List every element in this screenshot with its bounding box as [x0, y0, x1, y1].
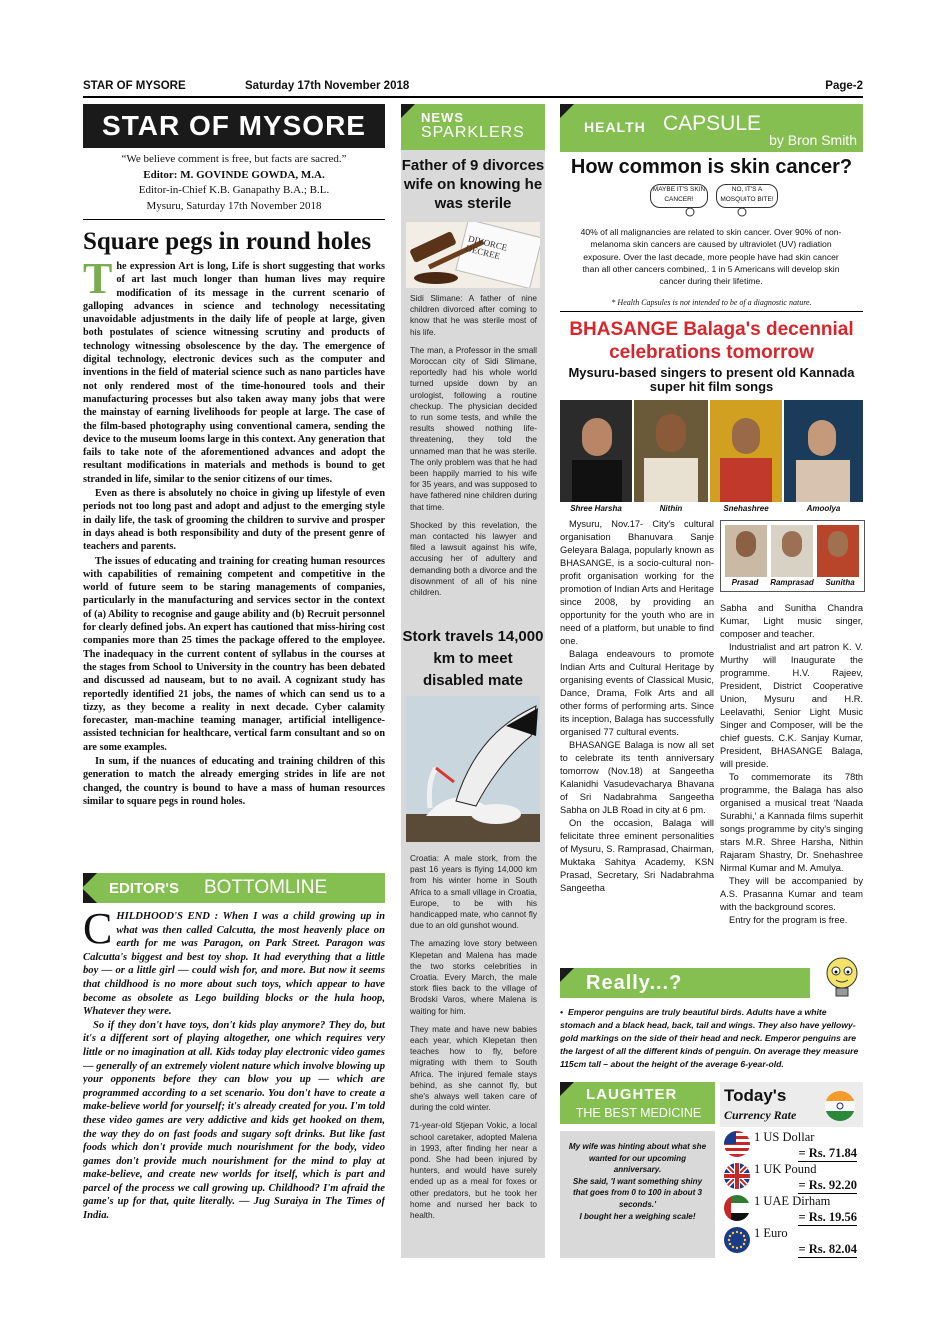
news-paragraph: The man, a Professor in the small Moroccan city of Sidi Slimane, reportedly had his whole world turned upside down by an urologist, following a routine checkup. The physician decided to run some tests, and while the results showed nothing life-threatening, they told the unnamed man that he was sterile. The only problem was that he had been happily married to his wife for 35 years, and was supposed to have fathered nine children during that time.: [410, 344, 537, 512]
page-header: [83, 80, 863, 98]
health-cartoon: [650, 184, 780, 218]
bhasange-paragraph: BHASANGE Balaga is now all set to celebrate its tenth anniversary tomorrow (Nov.18) at Sangeetha Kalanidhi Vasudevacharya Bhavana of Sri Nadabrahma Sangeetha Sabha on JLB Road in city at 6 pm.: [560, 740, 714, 815]
bhasange-body-col2: [720, 602, 863, 958]
laughter-banner: [560, 1082, 715, 1124]
bullet-icon: •: [560, 1007, 564, 1017]
uae-flag-icon: [723, 1194, 751, 1222]
header-page-number: Page-2: [825, 80, 863, 92]
caption-amoolya: Amoolya: [806, 504, 841, 513]
caption-nithin: Nithin: [659, 504, 683, 513]
news-story1-body: [410, 293, 537, 605]
currency-header: [720, 1082, 863, 1127]
masthead-title: STAR OF MYSORE: [83, 104, 385, 148]
bhasange-body-col1: [560, 518, 714, 958]
header-date: Saturday 17th November 2018: [245, 80, 410, 92]
news-story2-body: [410, 853, 537, 1228]
banner-corner: [560, 968, 574, 982]
currency-title: Today's: [724, 1086, 787, 1105]
laughter-box: [560, 1131, 715, 1258]
caption-shree-harsha: Shree Harsha: [570, 504, 622, 513]
bhasange-paragraph: Balaga endeavours to promote Indian Arts and Cultural Heritage by organising events of Classical Music, Dance, Drama, Folk Arts and all other forms of performing arts. Since its inception, Balaga has successfully organised 77 cultural events.: [560, 649, 714, 737]
news-paragraph: They mate and have new babies each year, which Klepetan then teaches how to fly, before migrating with them to South Africa. The injured female stays behind, as she cannot fly, but she's always well taken care of during the cold winter.: [410, 1023, 537, 1113]
laughter-line-3: I bought her a weighing scale!: [579, 1211, 696, 1221]
bhasange-subhead: Mysuru-based singers to present old Kannada super hit film songs: [568, 365, 855, 394]
banner-corner: [560, 1082, 574, 1096]
uk-flag-icon: [723, 1162, 751, 1190]
news-story1-headline: Father of 9 divorces wife on knowing he was sterile: [401, 157, 545, 212]
news-paragraph: The amazing love story between Klepetan and Malena has made the two storks celebrities in Croatia. Every March, the male stork flies back to the village of Brodski Varos, where Malena is waiting for him.: [410, 938, 537, 1016]
currency-name-aed: 1 UAE Dirham: [754, 1194, 831, 1208]
bhasange-paragraph: To commemorate its 78th programme, the Balaga has also organised a musical treat 'Naada Surabhi,' a Kannada films superhit songs programme by city's singing stars M.R. Shree Harsha, Nithin Rajaram Shastry, Dr. Snehashree Nirmal Kumar and M. Amulya.: [720, 772, 863, 873]
health-label-b: CAPSULE: [663, 112, 762, 135]
bhasange-paragraph: On the occasion, Balaga will felicitate three eminent personalities of Mysuru, S. Ramprasad, Chairman, Muktaka Sahitya Academy, KSN Prasad, Secretary, Sri Nadabrahma Sangeetha: [560, 818, 714, 893]
photo-prasad: [725, 525, 767, 577]
bhasange-paragraph: Sabha and Sunitha Chandra Kumar, Light music singer, composer and teacher.: [720, 603, 863, 639]
laughter-label-b: THE BEST MEDICINE: [575, 1106, 702, 1120]
currency-value-eur: = Rs. 82.04: [798, 1242, 857, 1256]
really-label: Really...?: [586, 972, 683, 994]
stork-icon: [406, 696, 540, 842]
banner-corner: [83, 873, 97, 887]
photo-amoolya: [784, 400, 863, 502]
currency-name-usd: 1 US Dollar: [754, 1130, 815, 1144]
cartoon-bubble-b: NO, IT'S A MOSQUITO BITE!: [716, 184, 778, 208]
masthead-editor: Editor: M. GOVINDE GOWDA, M.A.: [143, 168, 325, 181]
news-story2-headline: Stork travels 14,000 km to meet disabled mate: [402, 628, 544, 689]
eu-flag-icon: [723, 1226, 751, 1254]
india-flag-icon: [824, 1090, 856, 1122]
bottomline-paragraph: So if they don't have toys, don't kids play anymore? They do, but it's a different sort of playing altogether, one which requires very little or no imagination at all. Kids today play electronic video games — generally of an extremely violent nature which involve blowing up your opponents before they can blow you up — which are programmed according to a set scenario. You don't have to create a make-believe world for yourself; it's already created for you. I'm told these video games are very addictive and kids get hooked on them, the way they do on fast foods and sugary soft drinks. But like fast foods which don't provide much nourishment for the body, video games don't provide much nourishment for the mind to play at make-believe, and create new worlds for itself, which is part and parcel of the process we call growing up. Childhood? I'm afraid the game's up for that, quite literally. — Jug Suraiya in The Times of India.: [83, 1019, 385, 1222]
photo-ramprasad: [771, 525, 813, 577]
news-paragraph: Croatia: A male stork, from the past 16 years is flying 14,000 km from his winter home in South Africa to a small village in Croatia, Europe, to be with his handicapped mate, who cannot fly due to an old gunshot wound.: [410, 853, 537, 931]
bhasange-paragraph: Industrialist and art patron K. V. Murthy will Inaugurate the programme. H.V. Rajeev, President, District Cooperative Union, Mysuru and H.R. Leelavathi, Senior Light Music Singer and Composer, will be the chief guests. C.K. Sanjay Kumar, President, BHASANGE Balaga, will preside.: [720, 642, 863, 769]
currency-subtitle: Currency Rate: [724, 1108, 797, 1122]
caption-prasad: Prasad: [731, 578, 759, 587]
health-note: * Health Capsules is not intended to be of a diagnostic nature.: [611, 298, 812, 307]
news-banner: [401, 104, 545, 150]
news-label-b: SPARKLERS: [421, 124, 525, 141]
currency-box: [720, 1082, 863, 1258]
stork-image: [406, 696, 540, 842]
banner-corner: [560, 104, 574, 118]
really-fact: Emperor penguins are truly beautiful birds. Adults have a white stomach and a black head, back, tail and wings. They also have yellowy-gold markings on the side of their head and neck. Emperor penguins are the largest of all the different kinds of penguin. On average they measure 115cm tall – about the height of the average 6-year-old.: [560, 1007, 859, 1069]
photo-snehashree: [710, 400, 782, 502]
news-label-a: NEWS: [421, 110, 464, 125]
caption-sunitha: Sunitha: [825, 578, 855, 587]
news-paragraph: Shocked by this revelation, the man contacted his lawyer and filed a lawsuit against his wife, accusing her of adultery and demanding both a divorce and the disownment of all of his nine children.: [410, 519, 537, 598]
editorial-paragraph: he expression Art is long, Life is short suggesting that works of art last much longer than human lives may require modification of its message in the current scenario of galloping advances in science and technology necessitating unavoidable adjustments in the daily life of people at large, given both postulates of science witnessing scrutiny and products of technology witnessing obsolescence by the day. The emergence of digital technology, electronic devices such as the computer and inventions in the field of material science such as nano particles have not only rendered most of the time-honoured tools and their manufacturing processes but also taken away many jobs that were the mainstay of earning livelihoods for people at large. The case of the film-based photography using conventional camera, sending the device to the museum looms large in this context. Any generation that fails to take note of the aforementioned advances and adopt the resultant modifications in materials and methods is bound to get stranded in life, similar to the senior citizens of our times.: [83, 261, 385, 485]
lightbulb-face-icon: [820, 955, 864, 999]
photo-shree-harsha: [560, 400, 632, 502]
news-paragraph: 71-year-old Stjepan Vokic, a local school caretaker, adopted Malena in 1993, after finding her near a pond. She had been injured by hunters, and would have surely ended up as a meal for foxes or other predators, but he took her home and nursed her back to health.: [410, 1120, 537, 1221]
currency-value-usd: = Rs. 71.84: [798, 1146, 857, 1160]
bhasange-paragraph: Mysuru, Nov.17- City's cultural organisation Bhanuvara Sanje Geleyara Balaga, popularly known as BHASANGE, is a socio-cultural non-profit organisation working for the promotion of Indian Arts and Heritage since 2008, by providing an opportunity for the youth who are in need of a platform, but unable to find one.: [560, 519, 714, 646]
bottomline-body: [83, 910, 385, 1258]
banner-corner: [83, 889, 97, 903]
photo-sunitha: [817, 525, 859, 577]
header-paper-name: STAR OF MYSORE: [83, 80, 186, 92]
bhasange-headline: BHASANGE Balaga's decennial celebrations tomorrow: [569, 319, 854, 363]
divider: [83, 219, 385, 220]
bottomline-paragraph: HILDHOOD'S END : When I was a child growing up in what was then called Calcutta, the most heavenly place on earth for me was Paragon, on Park Street. Paragon was Calcutta's biggest and best toy shop. It had everything that a little boy — or a little girl — could wish for, and more. But now it seems that childhood is no more about such toys, which appear to have become as obsolete as Lego building blocks or the hula hoop, Whatever they were.: [83, 911, 385, 1018]
divorce-image: [406, 222, 540, 288]
editorial-paragraph: In sum, if the nuances of educating and training children of this generation to match the already emerging strides in life are not changed, the country is bound to have a mass of human resources similar to square pegs in round holes.: [83, 755, 385, 807]
bhasange-paragraph: Entry for the program is free.: [729, 915, 848, 925]
masthead-dateline: Mysuru, Saturday 17th November 2018: [146, 199, 322, 212]
laughter-line-1: My wife was hinting about what she wanted for our upcoming anniversary.: [568, 1142, 707, 1175]
masthead-motto: “We believe comment is free, but facts are sacred.”: [121, 153, 347, 165]
bottomline-banner: [83, 873, 385, 903]
cartoon-figures-icon: [650, 206, 780, 218]
health-headline: How common is skin cancer?: [570, 156, 853, 178]
divider: [560, 311, 863, 312]
health-capsule-banner: [560, 104, 863, 152]
masthead-info: [83, 152, 385, 214]
caption-ramprasad: Ramprasad: [770, 578, 814, 587]
really-text: [560, 1006, 863, 1071]
bottomline-label-a: EDITOR'S: [109, 880, 179, 897]
currency-value-gbp: = Rs. 92.20: [798, 1178, 857, 1192]
news-paragraph: Sidi Slimane: A father of nine children divorced after coming to know that he was sterile most of his life.: [410, 293, 537, 337]
editorial-paragraph: Even as there is absolutely no choice in giving up lifestyle of even periods not too long past and adopt and adjust to the emerging style in daily life, the task of grooming the children to survive and prosper in days ahead is both responsibility and duty of the present genre of teachers and parents.: [83, 488, 385, 553]
editorial-headline: Square pegs in round holes: [83, 228, 372, 255]
bottomline-dropcap: C: [83, 910, 113, 953]
really-banner: [560, 968, 810, 998]
health-label-a: HEALTH: [584, 119, 646, 135]
caption-snehashree: Snehashree: [723, 504, 769, 513]
masthead-chief: Editor-in-Chief K.B. Ganapathy B.A.; B.L.: [138, 184, 330, 196]
divorce-image-text: DIVORCE DECREE: [464, 233, 509, 262]
health-byline: by Bron Smith: [769, 132, 857, 148]
bhasange-paragraph: They will be accompanied by A.S. Prasanna Kumar and team with the background scores.: [720, 876, 863, 912]
currency-name-gbp: 1 UK Pound: [754, 1162, 817, 1176]
us-flag-icon: [723, 1130, 751, 1158]
bottomline-label-b: BOTTOMLINE: [204, 877, 328, 898]
laughter-label-a: LAUGHTER: [586, 1086, 678, 1103]
editorial-dropcap: T: [83, 260, 113, 303]
currency-name-eur: 1 Euro: [754, 1226, 788, 1240]
banner-corner: [401, 104, 415, 118]
currency-value-aed: = Rs. 19.56: [798, 1210, 857, 1224]
editorial-paragraph: The issues of educating and training for creating human resources with capabilities of remaining competent and competitive in the world of future seem to be staring managements of companies, particularly in the manufacturing and services sector in the context of (a) Ability to recognise and gauge ability and (b) Recruit personnel for clearly defined jobs. An expert has cautioned that miss-hiring cost companies more than 25 times the package offered to the employee. The inadequacy in the current content of syllabus in the courses at the stages from School to University in the country has been debated and discussed ad nauseam, but to no avail. A cognizant study has reportedly identified 21 jobs, the names of which can send us to a tizzy, as they become a reality in next decade. Cyber calamity forecaster, man-machine teaming manager, artificial intelligence-assisted technician for healthcare, vertical farm consultant and so on are some examples.: [83, 555, 385, 753]
laughter-line-2: She said, 'I want something shiny that goes from 0 to 100 in about 3 seconds.': [572, 1176, 703, 1209]
cartoon-bubble-a: MAYBE IT'S SKIN CANCER!: [650, 184, 708, 208]
photo-nithin: [634, 400, 708, 502]
editorial-body: [83, 260, 385, 862]
guests-photo-box: [720, 520, 865, 592]
health-text: 40% of all malignancies are related to skin cancer. Over 90% of non-melanoma skin cancers are caused by ultraviolet (UV) radiation exposure. Over the last decade, more people have had skin cancer than all other cancers combined,. 1 in 5 Americans will develop skin cancer during their lifetime.: [580, 227, 842, 287]
